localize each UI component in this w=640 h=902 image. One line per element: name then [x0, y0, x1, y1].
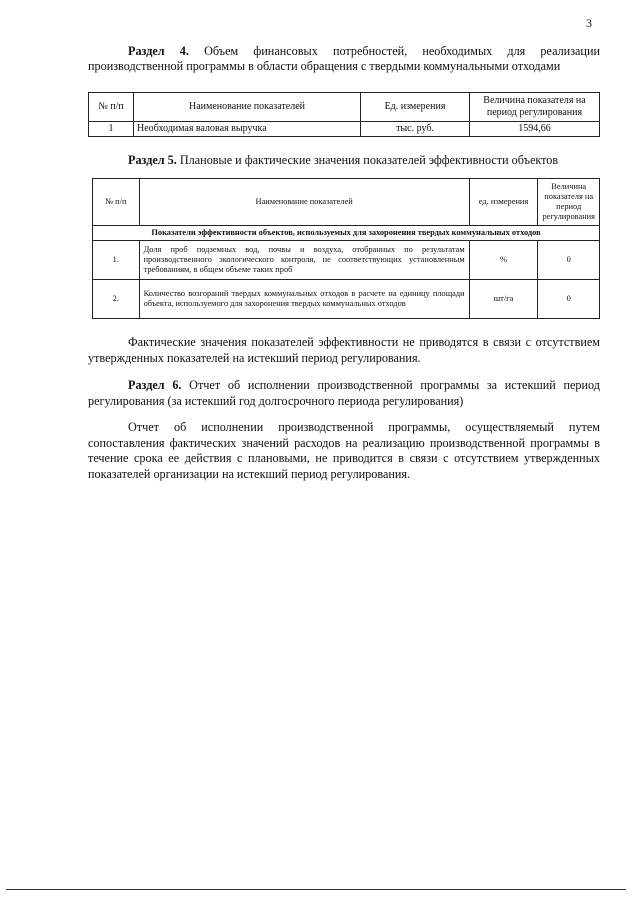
- section5-note: Фактические значения показателей эффективности не приводятся в связи с отсутствием утвержденных показателей на истекший период регулирования.: [88, 335, 600, 365]
- section5-group-row: [93, 226, 600, 241]
- table-row: [93, 280, 600, 319]
- table-row: [89, 122, 600, 137]
- section6-text: Отчет об исполнении производственной программы, осуществляемый путем сопоставления фактических значений расходов на реализацию производственной программы в течение срока ее действия с плановыми, не приводится в связи с отсутствием утвержденных показателей организации на истекший период регулирования.: [88, 420, 600, 481]
- section4-label: Раздел 4.: [128, 44, 189, 58]
- table-row: [93, 241, 600, 280]
- section5-row2-number: 2.: [93, 280, 140, 319]
- section4-header-number: № п/п: [89, 93, 134, 122]
- section4-header-unit: Ед. измерения: [361, 93, 470, 122]
- section5-table: [92, 178, 600, 319]
- page-number: 3: [586, 16, 592, 30]
- section6-heading: [88, 378, 600, 409]
- section5-table-header-row: [93, 179, 600, 226]
- section4-header-value: Величина показателя на период регулирования: [470, 93, 600, 122]
- section4-cell-name: Необходимая валовая выручка: [134, 122, 361, 137]
- section5-header-name: Наименование показателей: [139, 179, 469, 226]
- section4-title: Объем финансовых потребностей, необходимых для реализации производственной программы в области обращения с твердыми коммунальными отходами: [88, 44, 600, 73]
- section4-cell-number: 1: [89, 122, 134, 137]
- section4-table: [88, 92, 600, 137]
- section6-label: Раздел 6.: [128, 378, 182, 392]
- section4-table-header-row: [89, 93, 600, 122]
- section5-header-value: Величина показателя на период регулирования: [538, 179, 600, 226]
- section5-row2-unit: шт/га: [469, 280, 538, 319]
- page-bottom-divider: [6, 889, 626, 890]
- section5-row1-number: 1.: [93, 241, 140, 280]
- section5-row2-name: Количество возгораний твердых коммунальных отходов в расчете на единицу площади объекта, используемого для захоронения твердых коммунальных отходов: [139, 280, 469, 319]
- section5-row2-value: 0: [538, 280, 600, 319]
- section5-heading: [128, 153, 558, 168]
- section5-row1-value: 0: [538, 241, 600, 280]
- section5-header-number: № п/п: [93, 179, 140, 226]
- section4-heading: [88, 44, 600, 74]
- section5-label: Раздел 5.: [128, 153, 177, 167]
- section5-row1-name: Доля проб подземных вод, почвы и воздуха, отобранных по результатам производственного экологического контроля, не соответствующих установленным требованиям, в общем объеме таких проб: [139, 241, 469, 280]
- section5-group-title: Показатели эффективности объектов, используемых для захоронения твердых коммунальных отходов: [93, 226, 600, 241]
- section4-header-name: Наименование показателей: [134, 93, 361, 122]
- section4-cell-value: 1594,66: [470, 122, 600, 137]
- section6-title: Отчет об исполнении производственной программы за истекший период регулирования (за истекший год долгосрочного периода регулирования): [88, 378, 600, 408]
- section5-row1-unit: %: [469, 241, 538, 280]
- section4-cell-unit: тыс. руб.: [361, 122, 470, 137]
- section5-title: Плановые и фактические значения показателей эффективности объектов: [176, 153, 559, 167]
- section5-header-unit: ед. измерения: [469, 179, 538, 226]
